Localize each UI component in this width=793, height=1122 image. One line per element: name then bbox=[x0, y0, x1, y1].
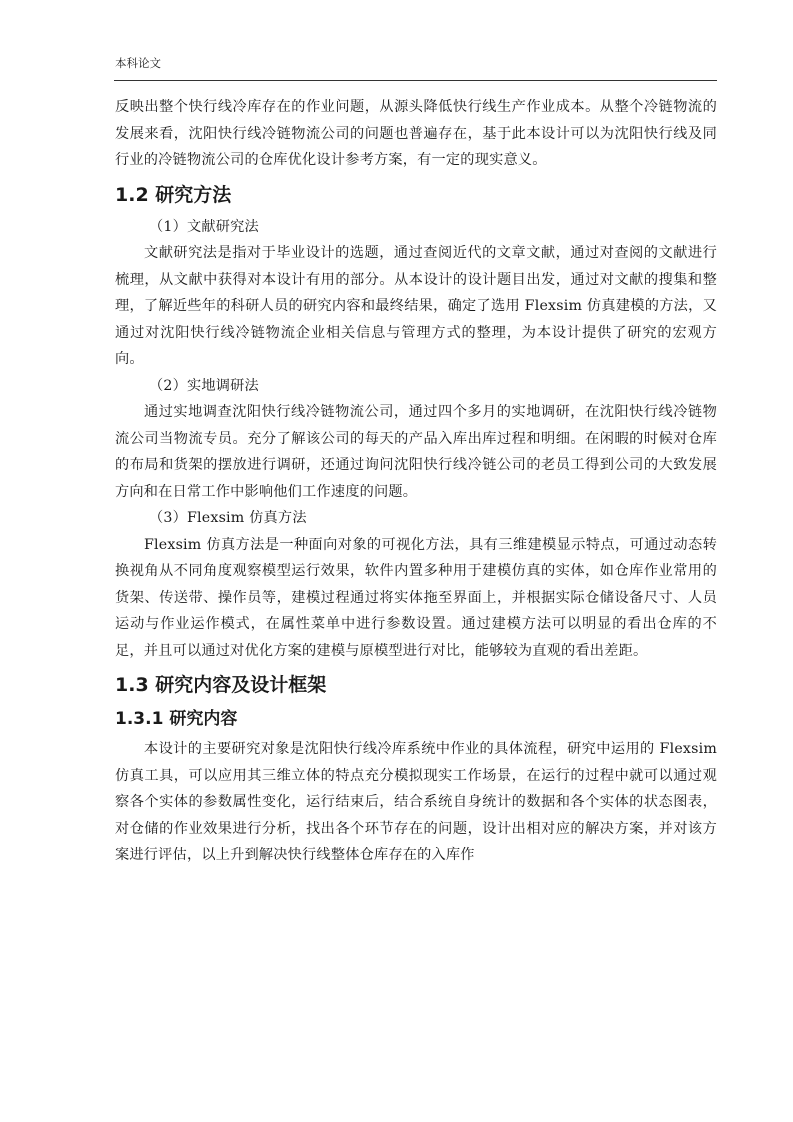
header-divider bbox=[114, 80, 717, 81]
intro-paragraph: 反映出整个快行线冷库存在的作业问题，从源头降低快行线生产作业成本。从整个冷链物流的发展来看，沈阳快行线冷链物流公司的问题也普遍存在，基于此本设计可以为沈阳快行线及同行业的冷链物流公司的仓库优化设计参考方案，有一定的现实意义。 bbox=[115, 99, 717, 168]
method-1-title: （1）文献研究法 bbox=[149, 218, 259, 235]
method-3-title: （3）Flexsim 仿真方法 bbox=[149, 510, 307, 526]
document-body bbox=[115, 94, 717, 869]
method-1-body: 文献研究法是指对于毕业设计的选题，通过查阅近代的文章文献，通过对查阅的文献进行梳理，从文献中获得对本设计有用的部分。从本设计的设计题目出发，通过对文献的搜集和整理，了解近些年的科研人员的研究内容和最终结果，确定了选用 Flexsim 仿真建模的方法，又通过对沈阳快行线冷链物流企业相关信息与管理方式的整理，为本设计提供了研究的宏观方向。 bbox=[115, 245, 717, 367]
subsection-heading-1-3-1: 1.3.1 研究内容 bbox=[115, 709, 238, 729]
section-heading-1-3: 1.3 研究内容及设计框架 bbox=[115, 674, 327, 696]
section-heading-1-2: 1.2 研究方法 bbox=[115, 183, 232, 206]
method-2-title: （2）实地调研法 bbox=[149, 377, 259, 394]
method-2-body: 通过实地调查沈阳快行线冷链物流公司，通过四个多月的实地调研，在沈阳快行线冷链物流公司当物流专员。充分了解该公司的每天的产品入库出库过程和明细。在闲暇的时候对仓库的布局和货架的摆放进行调研，还通过询问沈阳快行线冷链公司的老员工得到公司的大致发展方向和在日常工作中影响他们工作速度的问题。 bbox=[115, 404, 717, 500]
subsection-1-3-1-body: 本设计的主要研究对象是沈阳快行线冷库系统中作业的具体流程，研究中运用的 Flexsim 仿真工具，可以应用其三维立体的特点充分模拟现实工作场景，在运行的过程中就可以通过观察各个实体的参数属性变化，运行结束后，结合系统自身统计的数据和各个实体的状态图表，对仓储的作业效果进行分析，找出各个环节存在的问题，设计出相对应的解决方案，并对该方案进行评估，以上升到解决快行线整体仓库存在的入库作 bbox=[115, 741, 717, 863]
page-header-title: 本科论文 bbox=[115, 56, 161, 70]
method-3-body: Flexsim 仿真方法是一种面向对象的可视化方法，具有三维建模显示特点，可通过动态转换视角从不同角度观察模型运行效果，软件内置多种用于建模仿真的实体，如仓库作业常用的货架、传送带、操作员等，建模过程通过将实体拖至界面上，并根据实际仓储设备尺寸、人员运动与作业运作模式，在属性菜单中进行参数设置。通过建模方法可以明显的看出仓库的不足，并且可以通过对优化方案的建模与原模型进行对比，能够较为直观的看出差距。 bbox=[115, 536, 717, 659]
